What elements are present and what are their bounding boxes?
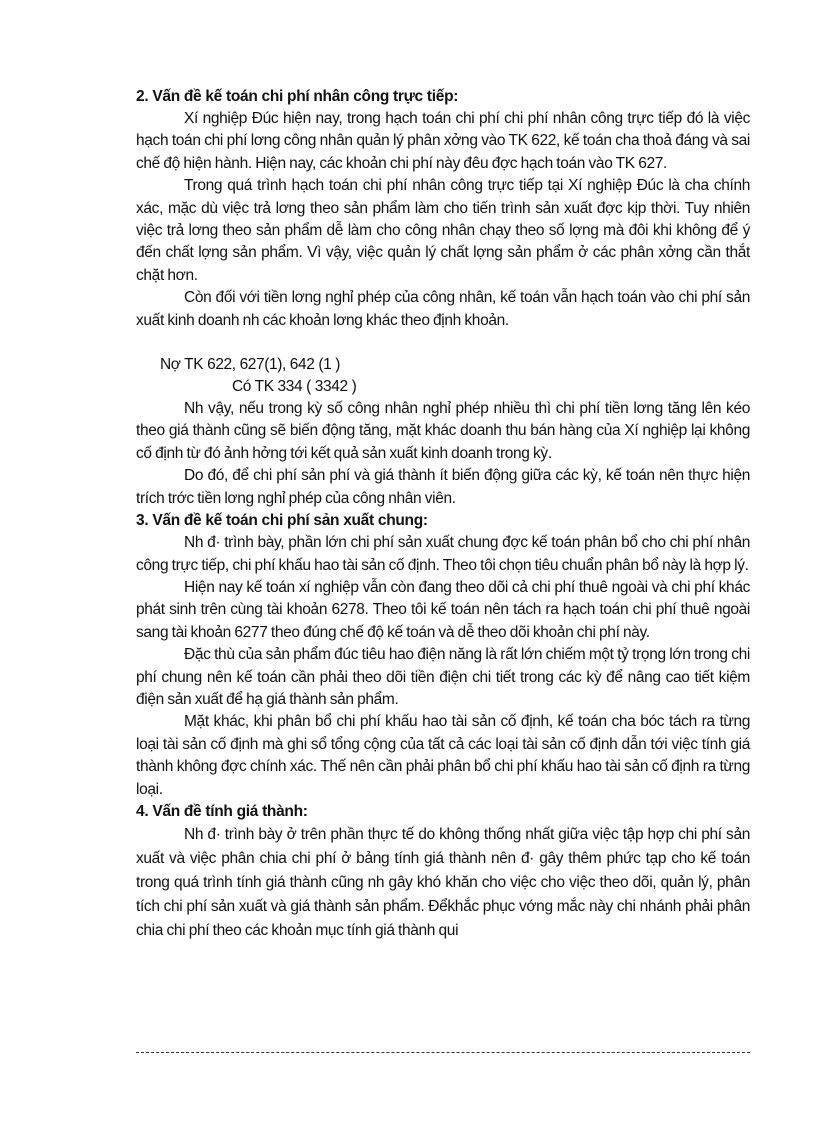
section-heading-2: 2. Vấn đề kế toán chi phí nhân công trực tiếp: <box>136 88 459 105</box>
paragraph: Trong quá trình hạch toán chi phí nhân công trực tiếp tại Xí nghiệp Đúc là cha chính xác, mặc dù việc trả lơng theo sản phẩm làm cho tiến trình sản xuất đợc kịp thời. Tuy nhiên việc trả lơng theo sản phẩm dễ làm cho công nhân chạy theo số lợng mà đôi khi không để ý đến chất lợng sản phẩm. Vì vậy, việc quản lý chất lợng sản phẩm ở các phân xởng cần thắt chặt hơn. <box>136 177 750 284</box>
paragraph: Hiện nay kế toán xí nghiệp vẫn còn đang theo dõi cả chi phí thuê ngoài và chi phí khác phát sinh trên cùng tài khoản 6278. Theo tôi kế toán nên tách ra hạch toán chi phí thuê ngoài sang tài khoản 6277 theo đúng chế độ kế toán và dễ theo dõi khoản chi phí này. <box>136 578 750 641</box>
paragraph: Xí nghiệp Đúc hiện nay, trong hạch toán chi phí chi phí nhân công trực tiếp đó là việc hạch toán chi phí lơng công nhân quản lý phân xởng vào TK 622, kế toán cha thoả đáng và sai chế độ hiện hành. Hiện nay, các khoản chi phí này đêu đợc hạch toán vào TK 627. <box>136 110 750 172</box>
paragraph: Còn đối với tiền lơng nghỉ phép của công nhân, kế toán vẫn hạch toán vào chi phí sản xuất kinh doanh nh các khoản lơng khác theo định khoản. <box>136 289 750 329</box>
paragraph: Do đó, để chi phí sản phí và giá thành ít biến động giữa các kỳ, kế toán nên thực hiện trích trớc tiền lơng nghỉ phép của công nhân viên. <box>136 467 750 507</box>
paragraph: Nh vậy, nếu trong kỳ số công nhân nghỉ phép nhiều thì chi phí tiền lơng tăng lên kéo theo giá thành cũng sẽ biến động tăng, mặt khác doanh thu bán hàng của Xí nghiệp lại không cố định từ đó ảnh hởng tới kết quả sản xuất kinh doanh trong kỳ. <box>136 400 750 462</box>
paragraph: Mặt khác, khi phân bổ chi phí khấu hao tài sản cố định, kế toán cha bóc tách ra từng loại tài sản cố định mà ghi sổ tổng cộng của tất cả các loại tài sản cố định dẫn tới việc tính giá thành không đợc chính xác. Thế nên cần phải phân bổ chi phí khấu hao tài sản cố định ra từng loại. <box>136 713 750 798</box>
section-heading-3: 3. Vấn đề kế toán chi phí sản xuất chung: <box>136 512 428 530</box>
section-heading-4: 4. Vấn đề tính giá thành: <box>136 802 308 820</box>
accounting-entry-debit: Nợ TK 622, 627(1), 642 (1 ) <box>160 356 341 374</box>
footer-divider <box>136 1052 750 1053</box>
accounting-entry-credit: Có TK 334 ( 3342 ) <box>232 378 357 396</box>
spacer <box>136 332 750 354</box>
paragraph: Nh đ· trình bày, phần lớn chi phí sản xuất chung đợc kế toán phân bổ cho chi phí nhân công trực tiếp, chi phí khấu hao tài sản cố định. Theo tôi chọn tiêu chuẩn phân bổ này là hợp lý. <box>136 534 750 574</box>
paragraph: Nh đ· trình bày ở trên phần thực tế do không thống nhất giữa việc tập hợp chi phí sản xuất và việc phân chia chi phí ở bảng tính giá thành nên đ· gây thêm phức tạp cho kế toán trong quá trình tính giá thành cũng nh gây khó khăn cho việc cho việc theo dõi, quản lý, phân tích chi phí sản xuất và giá thành sản phẩm. Đểkhắc phục vớng mắc này chi nhánh phải phân chia chi phí theo các khoản mục tính giá thành qui <box>136 825 750 939</box>
document-body <box>136 86 750 943</box>
paragraph: Đặc thù của sản phẩm đúc tiêu hao điện năng là rất lớn chiếm một tỷ trọng lớn trong chi phí chung nên kế toán cần phải theo dõi tiền điện chi tiết trong các kỳ để nâng cao tiết kiệm điện sản xuất để hạ giá thành sản phẩm. <box>136 646 750 708</box>
